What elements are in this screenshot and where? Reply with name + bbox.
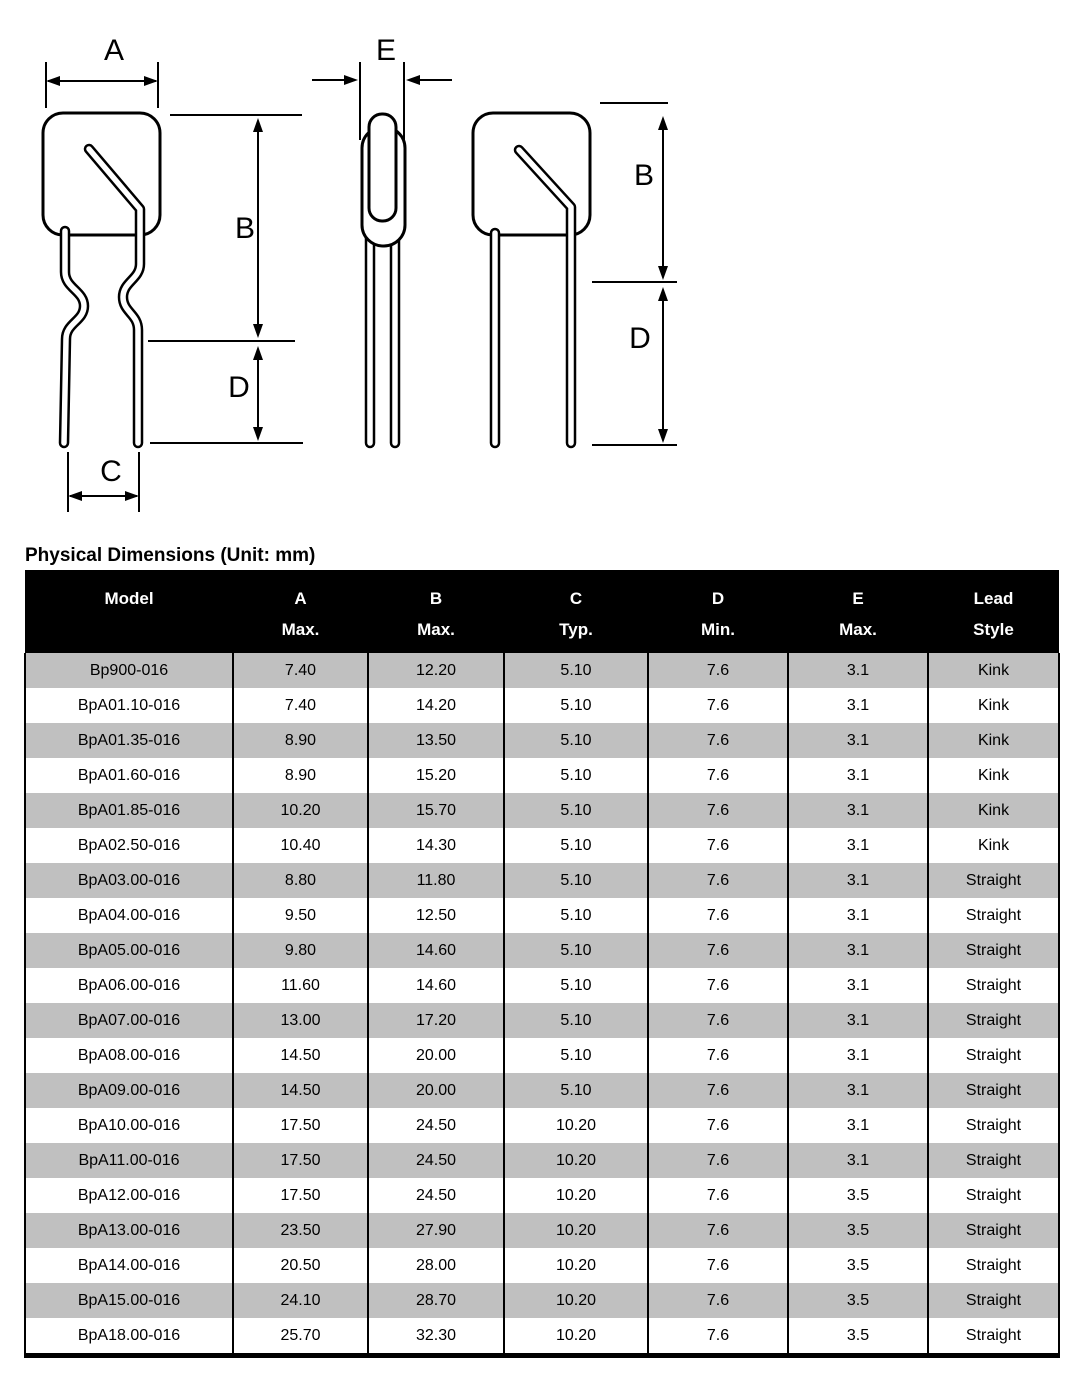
- table-row: [25, 758, 1059, 793]
- table-row: [25, 723, 1059, 758]
- header-cell-e-max: E: [788, 571, 928, 620]
- cell-a-max: 23.50: [233, 1213, 368, 1248]
- device-body-side-inner: [369, 114, 396, 221]
- cell-b-max: 24.50: [368, 1143, 504, 1178]
- cell-b-max: 12.20: [368, 653, 504, 688]
- table-body: [25, 653, 1059, 1356]
- subheader-cell-e-max: Max.: [788, 620, 928, 653]
- dim-label-d: D: [228, 371, 250, 404]
- cell-model: BpA01.85-016: [25, 793, 233, 828]
- header-cell-d-min: D: [648, 571, 788, 620]
- cell-b-max: 20.00: [368, 1073, 504, 1108]
- table-row: [25, 898, 1059, 933]
- section-title: Physical Dimensions (Unit: mm): [25, 545, 316, 566]
- component-dimension-diagram: [0, 0, 1080, 535]
- table-header: [25, 571, 1059, 653]
- cell-e-max: 3.1: [788, 1003, 928, 1038]
- dim-label-b: B: [234, 212, 256, 245]
- cell-e-max: 3.1: [788, 1108, 928, 1143]
- header-cell-model: Model: [25, 571, 233, 620]
- dimension-b-left: [170, 115, 302, 338]
- physical-dimensions-table: [24, 570, 1060, 1358]
- cell-b-max: 27.90: [368, 1213, 504, 1248]
- cell-model: BpA11.00-016: [25, 1143, 233, 1178]
- table-row: [25, 1283, 1059, 1318]
- cell-e-max: 3.5: [788, 1178, 928, 1213]
- cell-a-max: 8.80: [233, 863, 368, 898]
- cell-lead-style: Straight: [928, 968, 1059, 1003]
- cell-d-min: 7.6: [648, 1073, 788, 1108]
- cell-a-max: 14.50: [233, 1038, 368, 1073]
- cell-e-max: 3.5: [788, 1213, 928, 1248]
- cell-e-max: 3.1: [788, 968, 928, 1003]
- cell-a-max: 10.20: [233, 793, 368, 828]
- cell-model: BpA14.00-016: [25, 1248, 233, 1283]
- cell-lead-style: Kink: [928, 758, 1059, 793]
- cell-c-typ: 10.20: [504, 1108, 648, 1143]
- cell-a-max: 17.50: [233, 1143, 368, 1178]
- cell-lead-style: Kink: [928, 793, 1059, 828]
- cell-b-max: 32.30: [368, 1318, 504, 1356]
- cell-lead-style: Kink: [928, 653, 1059, 688]
- header-row-1: [25, 571, 1059, 620]
- cell-c-typ: 10.20: [504, 1318, 648, 1356]
- cell-lead-style: Straight: [928, 1038, 1059, 1073]
- cell-c-typ: 5.10: [504, 793, 648, 828]
- dim-label-b: B: [633, 159, 655, 192]
- cell-lead-style: Straight: [928, 1108, 1059, 1143]
- cell-b-max: 15.20: [368, 758, 504, 793]
- cell-b-max: 14.60: [368, 933, 504, 968]
- cell-c-typ: 5.10: [504, 863, 648, 898]
- cell-e-max: 3.1: [788, 653, 928, 688]
- table-row: [25, 933, 1059, 968]
- cell-c-typ: 5.10: [504, 758, 648, 793]
- cell-lead-style: Straight: [928, 1318, 1059, 1356]
- subheader-cell-b-max: Max.: [368, 620, 504, 653]
- cell-c-typ: 5.10: [504, 723, 648, 758]
- cell-lead-style: Straight: [928, 863, 1059, 898]
- cell-d-min: 7.6: [648, 1248, 788, 1283]
- cell-lead-style: Straight: [928, 1178, 1059, 1213]
- cell-a-max: 13.00: [233, 1003, 368, 1038]
- cell-d-min: 7.6: [648, 828, 788, 863]
- cell-model: Bp900-016: [25, 653, 233, 688]
- cell-b-max: 20.00: [368, 1038, 504, 1073]
- subheader-cell-c-typ: Typ.: [504, 620, 648, 653]
- cell-model: BpA10.00-016: [25, 1108, 233, 1143]
- cell-e-max: 3.1: [788, 1073, 928, 1108]
- cell-b-max: 28.00: [368, 1248, 504, 1283]
- cell-model: BpA07.00-016: [25, 1003, 233, 1038]
- cell-d-min: 7.6: [648, 1038, 788, 1073]
- table-row: [25, 1318, 1059, 1356]
- cell-a-max: 10.40: [233, 828, 368, 863]
- cell-b-max: 14.20: [368, 688, 504, 723]
- cell-model: BpA03.00-016: [25, 863, 233, 898]
- dimension-d-right: [592, 282, 677, 445]
- cell-e-max: 3.1: [788, 1143, 928, 1178]
- cell-a-max: 7.40: [233, 653, 368, 688]
- cell-c-typ: 10.20: [504, 1283, 648, 1318]
- cell-e-max: 3.5: [788, 1248, 928, 1283]
- cell-lead-style: Straight: [928, 933, 1059, 968]
- dim-label-c: C: [100, 455, 122, 488]
- cell-c-typ: 5.10: [504, 1003, 648, 1038]
- front-view-straight-leads: [473, 113, 590, 443]
- cell-a-max: 7.40: [233, 688, 368, 723]
- header-cell-a-max: A: [233, 571, 368, 620]
- cell-lead-style: Straight: [928, 1283, 1059, 1318]
- cell-e-max: 3.1: [788, 863, 928, 898]
- cell-d-min: 7.6: [648, 933, 788, 968]
- cell-c-typ: 10.20: [504, 1213, 648, 1248]
- cell-d-min: 7.6: [648, 1178, 788, 1213]
- dimension-b-right: [600, 103, 668, 280]
- subheader-cell-lead-style: Style: [928, 620, 1059, 653]
- cell-model: BpA09.00-016: [25, 1073, 233, 1108]
- cell-d-min: 7.6: [648, 1283, 788, 1318]
- cell-c-typ: 5.10: [504, 898, 648, 933]
- cell-c-typ: 5.10: [504, 653, 648, 688]
- cell-c-typ: 5.10: [504, 968, 648, 1003]
- cell-d-min: 7.6: [648, 758, 788, 793]
- table-row: [25, 1038, 1059, 1073]
- cell-a-max: 8.90: [233, 758, 368, 793]
- cell-lead-style: Straight: [928, 1143, 1059, 1178]
- cell-model: BpA05.00-016: [25, 933, 233, 968]
- table-row: [25, 793, 1059, 828]
- table-row: [25, 968, 1059, 1003]
- cell-d-min: 7.6: [648, 1108, 788, 1143]
- cell-b-max: 14.30: [368, 828, 504, 863]
- cell-b-max: 17.20: [368, 1003, 504, 1038]
- table-row: [25, 1143, 1059, 1178]
- cell-d-min: 7.6: [648, 723, 788, 758]
- cell-e-max: 3.5: [788, 1318, 928, 1356]
- cell-e-max: 3.1: [788, 688, 928, 723]
- cell-model: BpA02.50-016: [25, 828, 233, 863]
- cell-c-typ: 5.10: [504, 688, 648, 723]
- cell-b-max: 24.50: [368, 1108, 504, 1143]
- table-row: [25, 1213, 1059, 1248]
- cell-d-min: 7.6: [648, 1003, 788, 1038]
- table-row: [25, 1003, 1059, 1038]
- dim-label-e: E: [375, 34, 397, 67]
- cell-lead-style: Kink: [928, 688, 1059, 723]
- cell-d-min: 7.6: [648, 968, 788, 1003]
- cell-a-max: 17.50: [233, 1108, 368, 1143]
- cell-a-max: 25.70: [233, 1318, 368, 1356]
- cell-b-max: 12.50: [368, 898, 504, 933]
- cell-d-min: 7.6: [648, 863, 788, 898]
- cell-e-max: 3.5: [788, 1283, 928, 1318]
- cell-model: BpA15.00-016: [25, 1283, 233, 1318]
- cell-e-max: 3.1: [788, 1038, 928, 1073]
- cell-d-min: 7.6: [648, 688, 788, 723]
- cell-c-typ: 10.20: [504, 1143, 648, 1178]
- cell-lead-style: Straight: [928, 1073, 1059, 1108]
- cell-lead-style: Kink: [928, 828, 1059, 863]
- dim-label-a: A: [103, 34, 125, 67]
- table-row: [25, 1108, 1059, 1143]
- cell-a-max: 24.10: [233, 1283, 368, 1318]
- cell-model: BpA01.60-016: [25, 758, 233, 793]
- cell-e-max: 3.1: [788, 758, 928, 793]
- subheader-cell-d-min: Min.: [648, 620, 788, 653]
- cell-a-max: 17.50: [233, 1178, 368, 1213]
- table-row: [25, 653, 1059, 688]
- table-row: [25, 688, 1059, 723]
- header-row-2: [25, 620, 1059, 653]
- cell-e-max: 3.1: [788, 933, 928, 968]
- cell-lead-style: Kink: [928, 723, 1059, 758]
- cell-b-max: 13.50: [368, 723, 504, 758]
- cell-model: BpA13.00-016: [25, 1213, 233, 1248]
- cell-d-min: 7.6: [648, 1318, 788, 1356]
- cell-b-max: 11.80: [368, 863, 504, 898]
- cell-c-typ: 10.20: [504, 1178, 648, 1213]
- subheader-cell-a-max: Max.: [233, 620, 368, 653]
- cell-model: BpA01.10-016: [25, 688, 233, 723]
- header-cell-b-max: B: [368, 571, 504, 620]
- cell-a-max: 20.50: [233, 1248, 368, 1283]
- cell-e-max: 3.1: [788, 723, 928, 758]
- dimension-d-left: [148, 341, 303, 443]
- cell-b-max: 14.60: [368, 968, 504, 1003]
- cell-lead-style: Straight: [928, 1003, 1059, 1038]
- cell-model: BpA08.00-016: [25, 1038, 233, 1073]
- table-row: [25, 1248, 1059, 1283]
- cell-d-min: 7.6: [648, 1143, 788, 1178]
- header-cell-lead-style: Lead: [928, 571, 1059, 620]
- cell-b-max: 15.70: [368, 793, 504, 828]
- table-row: [25, 828, 1059, 863]
- cell-a-max: 9.80: [233, 933, 368, 968]
- cell-d-min: 7.6: [648, 653, 788, 688]
- cell-a-max: 9.50: [233, 898, 368, 933]
- front-view-kink-leads: [43, 113, 160, 443]
- cell-lead-style: Straight: [928, 898, 1059, 933]
- cell-model: BpA18.00-016: [25, 1318, 233, 1356]
- cell-c-typ: 10.20: [504, 1248, 648, 1283]
- cell-b-max: 28.70: [368, 1283, 504, 1318]
- cell-a-max: 14.50: [233, 1073, 368, 1108]
- subheader-cell-model: [25, 620, 233, 653]
- cell-e-max: 3.1: [788, 828, 928, 863]
- cell-c-typ: 5.10: [504, 1073, 648, 1108]
- cell-lead-style: Straight: [928, 1213, 1059, 1248]
- cell-e-max: 3.1: [788, 793, 928, 828]
- cell-b-max: 24.50: [368, 1178, 504, 1213]
- cell-d-min: 7.6: [648, 793, 788, 828]
- table-row: [25, 863, 1059, 898]
- dimension-drawing: [0, 0, 1080, 535]
- table-row: [25, 1073, 1059, 1108]
- cell-d-min: 7.6: [648, 1213, 788, 1248]
- cell-a-max: 11.60: [233, 968, 368, 1003]
- table-row: [25, 1178, 1059, 1213]
- cell-c-typ: 5.10: [504, 933, 648, 968]
- cell-c-typ: 5.10: [504, 828, 648, 863]
- cell-model: BpA12.00-016: [25, 1178, 233, 1213]
- cell-model: BpA06.00-016: [25, 968, 233, 1003]
- cell-e-max: 3.1: [788, 898, 928, 933]
- cell-model: BpA01.35-016: [25, 723, 233, 758]
- cell-c-typ: 5.10: [504, 1038, 648, 1073]
- cell-lead-style: Straight: [928, 1248, 1059, 1283]
- dimension-c: [68, 452, 139, 512]
- dimension-a: [46, 34, 158, 108]
- cell-model: BpA04.00-016: [25, 898, 233, 933]
- dim-label-d: D: [629, 322, 651, 355]
- side-view: [362, 114, 405, 443]
- header-cell-c-typ: C: [504, 571, 648, 620]
- cell-d-min: 7.6: [648, 898, 788, 933]
- cell-a-max: 8.90: [233, 723, 368, 758]
